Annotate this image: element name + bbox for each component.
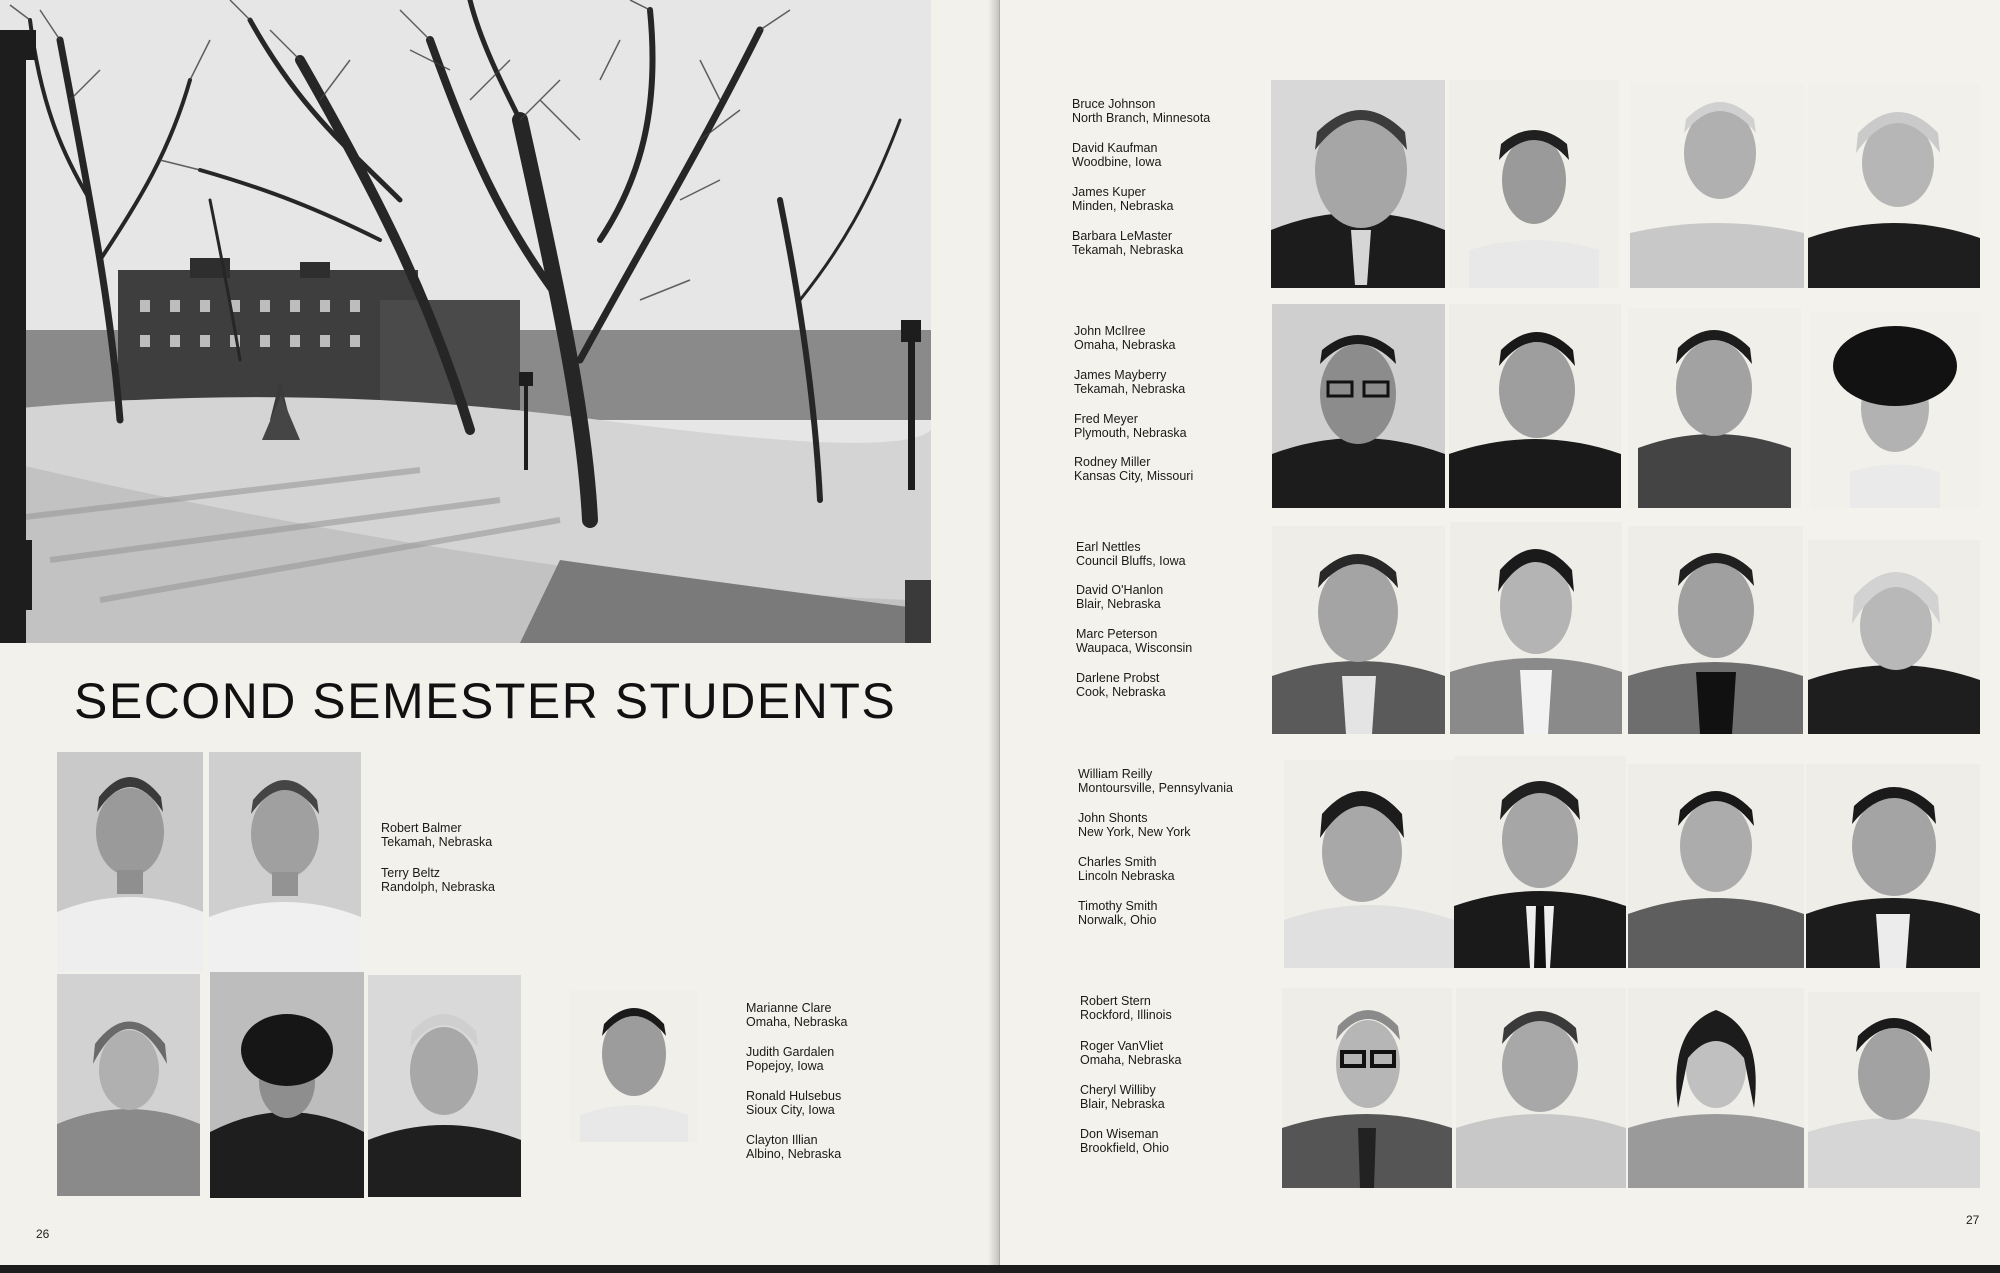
student-name: Earl Nettles	[1076, 540, 1141, 554]
caption-judith-gardalen	[746, 1045, 834, 1073]
caption-rodney-miller	[1074, 455, 1193, 483]
student-hometown: Lincoln Nebraska	[1078, 869, 1175, 883]
student-name: Judith Gardalen	[746, 1045, 835, 1059]
student-hometown: Cook, Nebraska	[1076, 685, 1166, 699]
caption-cheryl-williby	[1080, 1083, 1165, 1111]
page-number-right: 27	[1966, 1213, 1980, 1227]
student-hometown: Kansas City, Missouri	[1074, 469, 1194, 483]
caption-darlene-probst	[1076, 671, 1166, 699]
caption-robert-stern	[1080, 994, 1172, 1022]
student-name: John Shonts	[1078, 811, 1148, 825]
student-portrait-john-mcilree	[1272, 304, 1445, 508]
caption-david-kaufman	[1072, 141, 1161, 169]
student-hometown: Tekamah, Nebraska	[381, 835, 493, 849]
student-name: James Mayberry	[1074, 368, 1167, 382]
student-hometown: Brookfield, Ohio	[1080, 1141, 1169, 1155]
student-hometown: Albino, Nebraska	[746, 1147, 842, 1161]
student-hometown: Randolph, Nebraska	[381, 880, 495, 894]
student-portrait-john-shonts	[1454, 756, 1626, 968]
student-portrait-david-ohanlon	[1450, 522, 1622, 734]
student-hometown: New York, New York	[1078, 825, 1191, 839]
student-name: Clayton Illian	[746, 1133, 818, 1147]
student-portrait-terry-beltz	[209, 752, 361, 972]
book-bottom-edge	[0, 1265, 2000, 1273]
student-name: Fred Meyer	[1074, 412, 1138, 426]
student-name: Marianne Clare	[746, 1001, 832, 1015]
student-name: Marc Peterson	[1076, 627, 1158, 641]
caption-william-reilly	[1078, 767, 1233, 795]
student-name: Charles Smith	[1078, 855, 1157, 869]
student-name: James Kuper	[1072, 185, 1146, 199]
student-portrait-roger-vanvliet	[1456, 988, 1626, 1188]
student-portrait-robert-stern	[1282, 988, 1452, 1188]
student-hometown: Omaha, Nebraska	[746, 1015, 848, 1029]
student-hometown: Norwalk, Ohio	[1078, 913, 1157, 927]
student-name: Rodney Miller	[1074, 455, 1151, 469]
student-portrait-judith-gardalen	[210, 972, 364, 1198]
student-portrait-ronald-hulsebus	[368, 975, 521, 1197]
caption-fred-meyer	[1074, 412, 1187, 440]
caption-david-ohanlon	[1076, 583, 1163, 611]
caption-barbara-lemaster	[1072, 229, 1183, 257]
caption-terry-beltz	[381, 866, 495, 894]
student-name: John McIlree	[1074, 324, 1146, 338]
student-portrait-james-mayberry	[1449, 304, 1621, 508]
student-hometown: Council Bluffs, Iowa	[1076, 554, 1186, 568]
student-name: William Reilly	[1078, 767, 1153, 781]
caption-roger-vanvliet	[1080, 1039, 1181, 1067]
student-hometown: Blair, Nebraska	[1076, 597, 1161, 611]
student-name: Timothy Smith	[1078, 899, 1158, 913]
right-page	[1000, 0, 2000, 1273]
student-hometown: Tekamah, Nebraska	[1072, 243, 1184, 257]
student-name: Ronald Hulsebus	[746, 1089, 842, 1103]
caption-clayton-illian	[746, 1133, 841, 1161]
student-hometown: Omaha, Nebraska	[1074, 338, 1176, 352]
student-hometown: Rockford, Illinois	[1080, 1008, 1172, 1022]
left-page	[0, 0, 996, 1273]
student-portrait-bruce-johnson	[1271, 80, 1445, 288]
student-portrait-david-kaufman	[1449, 80, 1619, 288]
student-portrait-clayton-illian	[570, 990, 698, 1142]
page-number-left: 26	[36, 1227, 50, 1241]
student-name: Don Wiseman	[1080, 1127, 1159, 1141]
caption-charles-smith	[1078, 855, 1175, 883]
caption-james-mayberry	[1074, 368, 1185, 396]
student-hometown: Omaha, Nebraska	[1080, 1053, 1182, 1067]
caption-ronald-hulsebus	[746, 1089, 841, 1117]
student-portrait-rodney-miller	[1810, 312, 1980, 508]
campus-winter-photo	[0, 0, 931, 643]
caption-earl-nettles	[1076, 540, 1186, 568]
student-hometown: Popejoy, Iowa	[746, 1059, 824, 1073]
caption-timothy-smith	[1078, 899, 1157, 927]
student-name: Bruce Johnson	[1072, 97, 1156, 111]
student-hometown: Plymouth, Nebraska	[1074, 426, 1187, 440]
student-hometown: Woodbine, Iowa	[1072, 155, 1162, 169]
caption-don-wiseman	[1080, 1127, 1169, 1155]
student-hometown: Minden, Nebraska	[1072, 199, 1174, 213]
caption-robert-balmer	[381, 821, 492, 849]
student-name: Roger VanVliet	[1080, 1039, 1164, 1053]
student-hometown: Montoursville, Pennsylvania	[1078, 781, 1233, 795]
student-portrait-timothy-smith	[1806, 764, 1980, 968]
caption-bruce-johnson	[1072, 97, 1210, 125]
caption-james-kuper	[1072, 185, 1173, 213]
student-name: David Kaufman	[1072, 141, 1158, 155]
student-portrait-earl-nettles	[1272, 526, 1445, 734]
student-name: David O'Hanlon	[1076, 583, 1164, 597]
caption-john-mcilree	[1074, 324, 1175, 352]
student-portrait-fred-meyer	[1628, 308, 1801, 508]
student-hometown: Blair, Nebraska	[1080, 1097, 1165, 1111]
student-portrait-william-reilly	[1284, 760, 1454, 968]
caption-marianne-clare	[746, 1001, 847, 1029]
caption-john-shonts	[1078, 811, 1191, 839]
student-hometown: Sioux City, Iowa	[746, 1103, 835, 1117]
student-portrait-barbara-lemaster	[1808, 83, 1980, 288]
student-portrait-charles-smith	[1628, 764, 1804, 968]
student-portrait-cheryl-williby	[1628, 988, 1804, 1188]
student-name: Terry Beltz	[381, 866, 441, 880]
student-portrait-james-kuper	[1630, 83, 1804, 288]
student-name: Robert Balmer	[381, 821, 462, 835]
student-name: Cheryl Williby	[1080, 1083, 1156, 1097]
student-name: Barbara LeMaster	[1072, 229, 1173, 243]
student-hometown: North Branch, Minnesota	[1072, 111, 1211, 125]
caption-marc-peterson	[1076, 627, 1192, 655]
student-name: Robert Stern	[1080, 994, 1151, 1008]
student-hometown: Tekamah, Nebraska	[1074, 382, 1186, 396]
student-portrait-darlene-probst	[1808, 540, 1980, 734]
student-hometown: Waupaca, Wisconsin	[1076, 641, 1193, 655]
student-portrait-marc-peterson	[1628, 526, 1803, 734]
student-portrait-robert-balmer	[57, 752, 203, 972]
student-portrait-marianne-clare	[57, 974, 200, 1196]
page-title: SECOND SEMESTER STUDENTS	[74, 673, 897, 729]
student-portrait-don-wiseman	[1808, 992, 1980, 1188]
student-name: Darlene Probst	[1076, 671, 1160, 685]
